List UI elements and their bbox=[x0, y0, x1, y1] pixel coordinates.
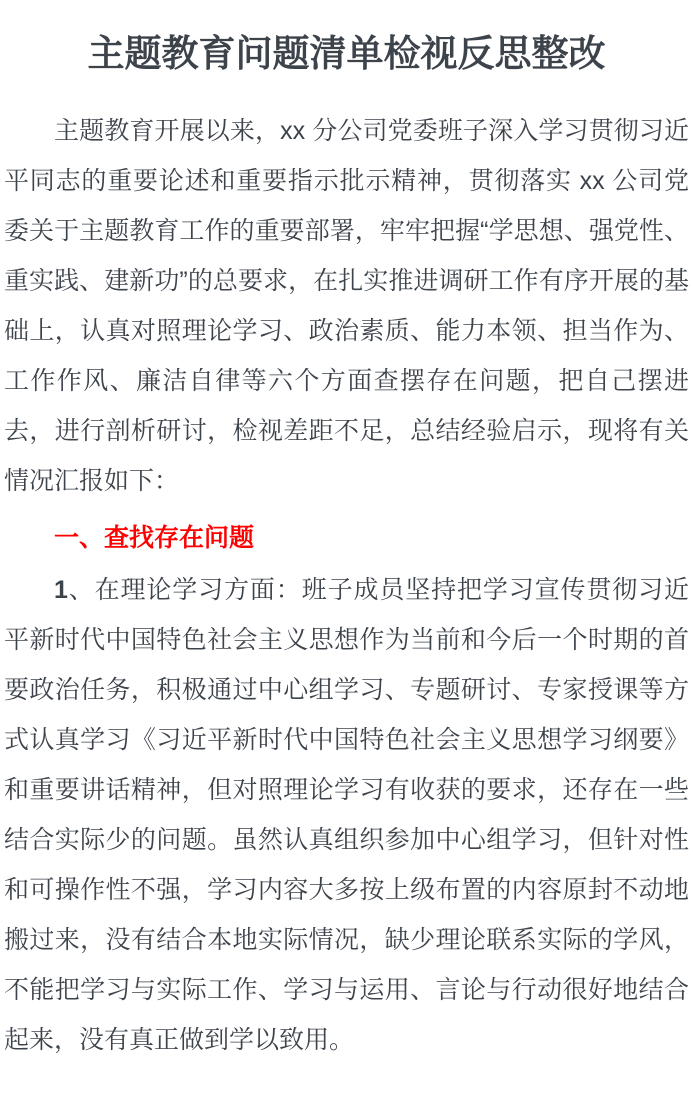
document-title: 主题教育问题清单检视反思整改 bbox=[87, 33, 606, 74]
section-heading-find-problems: 一、查找存在问题 bbox=[54, 523, 255, 552]
intro-paragraph: 主题教育开展以来，xx 分公司党委班子深入学习贯彻习近平同志的重要论述和重要指示批示精神，贯彻落实 xx 公司党委关于主题教育工作的重要部署，牢牢把握“学思想、强党性、重实践、建新功”的总要求，在扎实推进调研工作有序开展的基础上，认真对照理论学习、政治素质、能力本领、担当作为、工作作风、廉洁自律等六个方面查摆存在问题，把自己摆进去，进行剖析研讨，检视差距不足，总结经验启示，现将有关情况汇报如下： bbox=[4, 116, 689, 495]
item-number: 1 bbox=[54, 575, 68, 604]
item-text: 、在理论学习方面：班子成员坚持把学习宣传贯彻习近平新时代中国特色社会主义思想作为当前和今后一个时期的首要政治任务，积极通过中心组学习、专题研讨、专家授课等方式认真学习《习近平新时代中国特色社会主义思想学习纲要》和重要讲话精神，但对照理论学习有收获的要求，还存在一些结合实际少的问题。虽然认真组织参加中心组学习，但针对性和可操作性不强，学习内容大多按上级布置的内容原封不动地搬过来，没有结合本地实际情况，缺少理论联系实际的学风，不能把学习与实际工作、学习与运用、言论与行动很好地结合起来，没有真正做到学以致用。 bbox=[4, 575, 689, 1054]
item-paragraph-theory-study bbox=[4, 565, 689, 1065]
